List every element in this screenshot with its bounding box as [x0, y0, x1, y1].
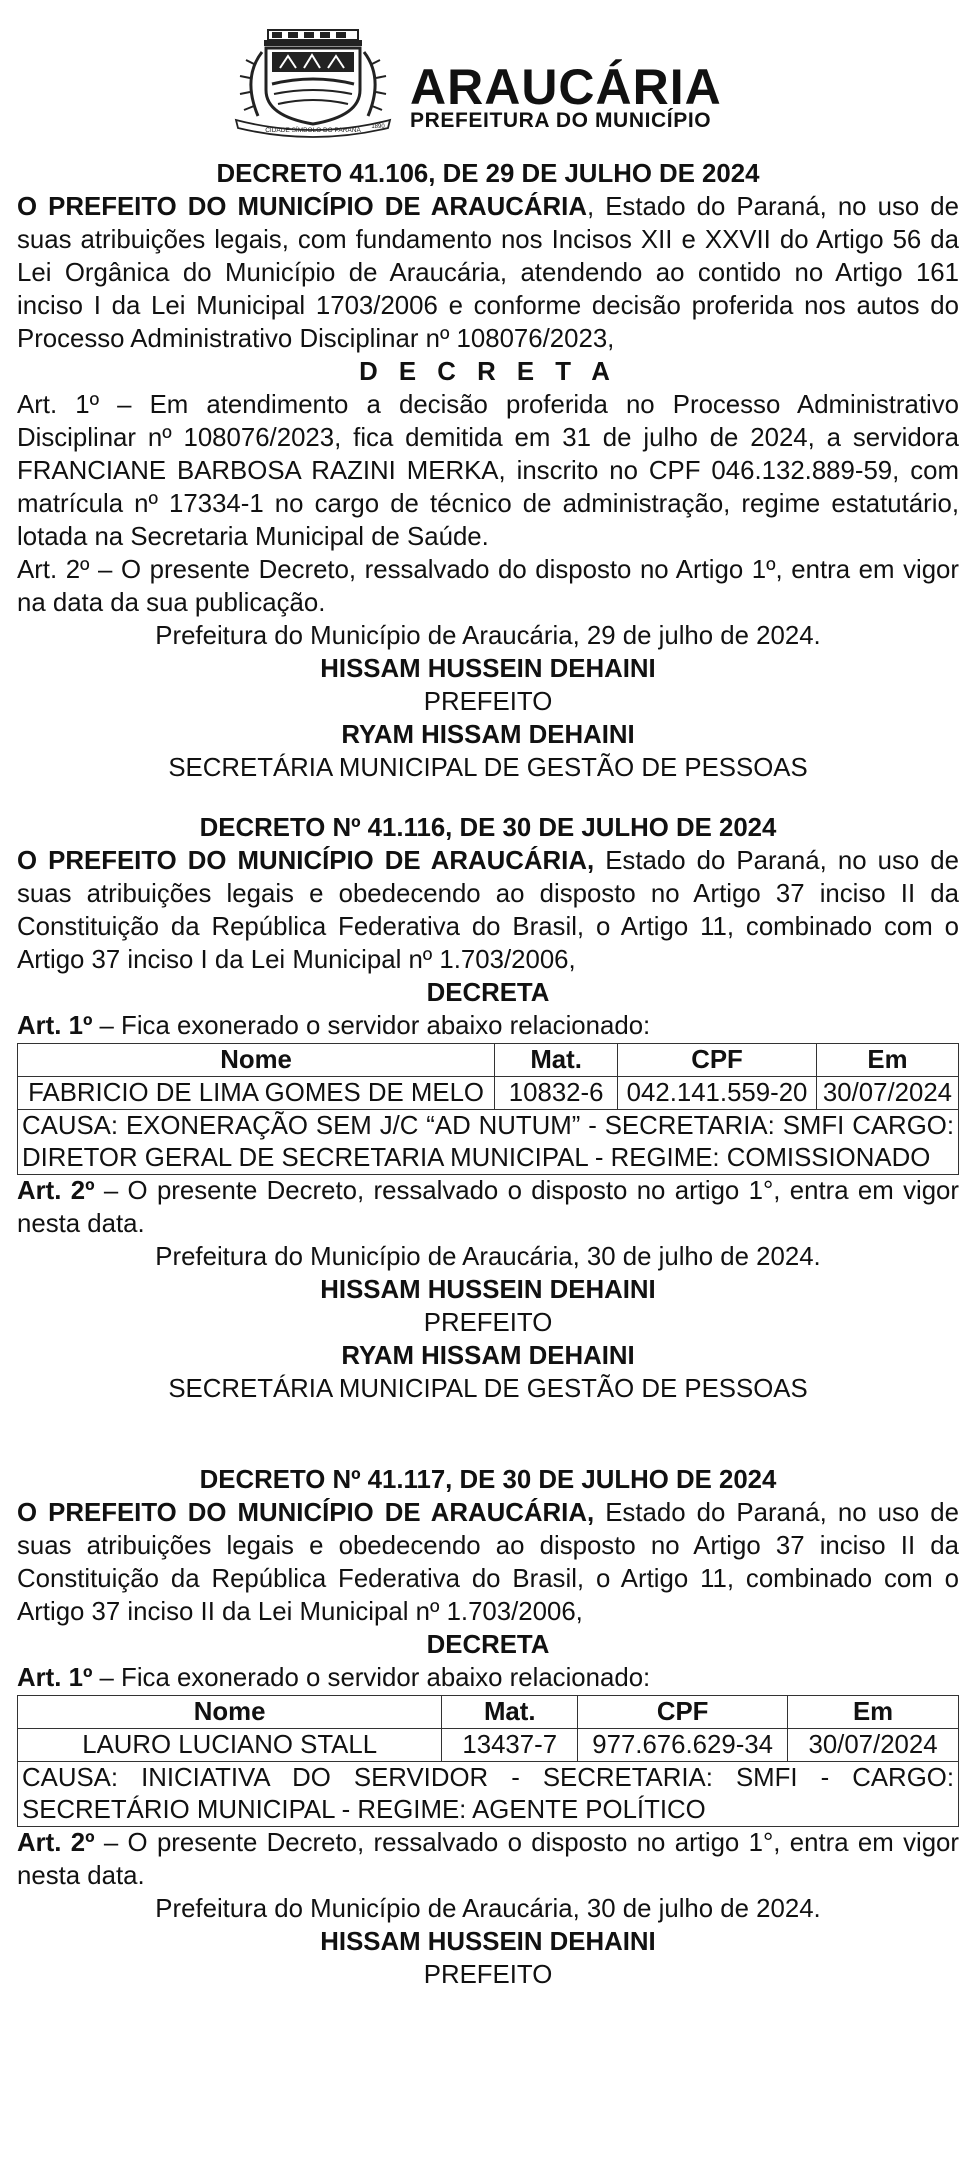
signer-role: PREFEITO	[423, 688, 553, 716]
preamble-lead: O PREFEITO DO MUNICÍPIO DE ARAUCÁRIA,	[17, 847, 595, 875]
signer-name: HISSAM HUSSEIN DEHAINI	[320, 1928, 656, 1956]
place-date: Prefeitura do Município de Araucária, 30 de julho de 2024.	[155, 1243, 821, 1271]
header	[0, 18, 976, 138]
decreta-heading: DECRETA	[426, 1631, 550, 1659]
decree-preamble	[17, 1497, 959, 1629]
table-cause-row	[18, 1762, 959, 1827]
decree-title: DECRETO Nº 41.116, DE 30 DE JULHO DE 2024	[199, 814, 777, 842]
decreta-heading: DECRETA	[426, 979, 550, 1007]
article-2	[17, 1175, 959, 1241]
cell-date: 30/07/2024	[816, 1077, 958, 1110]
article-text: – Fica exonerado o servidor abaixo relacionado:	[92, 1012, 651, 1040]
table-row	[18, 1729, 959, 1762]
decreta-heading: D E C R E T A	[359, 358, 617, 386]
column-header: CPF	[578, 1696, 788, 1729]
signer-role: PREFEITO	[423, 1961, 553, 1989]
cell-name: LAURO LUCIANO STALL	[18, 1729, 442, 1762]
cell-cpf: 977.676.629-34	[578, 1729, 788, 1762]
cell-cause: CAUSA: INICIATIVA DO SERVIDOR - SECRETARIA: SMFI - CARGO: SECRETÁRIO MUNICIPAL - REGIME: AGENTE POLÍTICO	[18, 1762, 959, 1827]
municipal-coat-of-arms-icon	[228, 28, 398, 140]
decree-41117	[17, 1464, 959, 1992]
article-text: – Fica exonerado o servidor abaixo relacionado:	[92, 1664, 651, 1692]
column-header: Mat.	[495, 1044, 618, 1077]
signer-role: SECRETÁRIA MUNICIPAL DE GESTÃO DE PESSOAS	[168, 754, 808, 782]
column-header: CPF	[618, 1044, 817, 1077]
table-header-row	[18, 1044, 959, 1077]
table-cause-row	[18, 1110, 959, 1175]
signer-role: SECRETÁRIA MUNICIPAL DE GESTÃO DE PESSOAS	[168, 1375, 808, 1403]
document-body	[17, 158, 959, 1992]
article-label: Art. 2º	[17, 1829, 95, 1857]
brand-title: ARAUCÁRIA	[410, 59, 722, 115]
seal-year: 1890	[371, 124, 385, 130]
article-label: Art. 1º	[17, 1664, 93, 1692]
column-header: Em	[816, 1044, 958, 1077]
article-label: Art. 2º	[17, 1177, 95, 1205]
decree-title: DECRETO Nº 41.117, DE 30 DE JULHO DE 2024	[199, 1466, 777, 1494]
column-header: Nome	[18, 1696, 442, 1729]
column-header: Nome	[18, 1044, 495, 1077]
article-1	[17, 1010, 959, 1043]
table-row	[18, 1077, 959, 1110]
signer-name: RYAM HISSAM DEHAINI	[341, 1342, 635, 1370]
signer-name: HISSAM HUSSEIN DEHAINI	[320, 655, 656, 683]
preamble-lead: O PREFEITO DO MUNICÍPIO DE ARAUCÁRIA	[17, 193, 587, 221]
decree-preamble	[17, 845, 959, 977]
place-date: Prefeitura do Município de Araucária, 29 de julho de 2024.	[155, 622, 821, 650]
decree-41106	[17, 158, 959, 785]
article-1: Art. 1º – Em atendimento a decisão proferida no Processo Administrativo Disciplinar nº 108076/2023, fica demitida em 31 de julho de 2024, a servidora FRANCIANE BARBOSA RAZINI MERKA, inscrito no CPF 046.132.889-59, com matrícula nº 17334-1 no cargo de técnico de administração, regime estatutário, lotada na Secretaria Municipal de Saúde.	[17, 391, 959, 551]
place-date: Prefeitura do Município de Araucária, 30 de julho de 2024.	[155, 1895, 821, 1923]
signer-role: PREFEITO	[423, 1309, 553, 1337]
cell-registration: 10832-6	[495, 1077, 618, 1110]
server-table	[17, 1695, 959, 1827]
article-2	[17, 1827, 959, 1893]
cell-cpf: 042.141.559-20	[618, 1077, 817, 1110]
server-table	[17, 1043, 959, 1175]
preamble-lead: O PREFEITO DO MUNICÍPIO DE ARAUCÁRIA,	[17, 1499, 595, 1527]
article-2: Art. 2º – O presente Decreto, ressalvado do disposto no Artigo 1º, entra em vigor na data da sua publicação.	[17, 556, 959, 617]
column-header: Em	[788, 1696, 959, 1729]
signer-name: RYAM HISSAM DEHAINI	[341, 721, 635, 749]
brand-subtitle: PREFEITURA DO MUNICÍPIO	[410, 109, 712, 132]
preamble-text: Estado do Paraná, no uso de suas atribuições legais e obedecendo ao disposto no Artigo 37 inciso II da Constituição da República Federativa do Brasil, o Artigo 11, combinado com o Artigo 37 inciso II da Lei Municipal nº 1.703/2006,	[17, 1499, 960, 1626]
column-header: Mat.	[442, 1696, 578, 1729]
seal-motto: CIDADE SÍMBOLO DO PARANÁ	[265, 127, 361, 134]
preamble-text: , Estado do Paraná, no uso de suas atribuições legais, com fundamento nos Incisos XII e XXVII do Artigo 56 da Lei Orgânica do Município de Araucária, atendendo ao contido no Artigo 161 inciso I da Lei Municipal 1703/2006 e conforme decisão proferida nos autos do Processo Administrativo Disciplinar nº 108076/2023,	[17, 193, 959, 353]
signer-name: HISSAM HUSSEIN DEHAINI	[320, 1276, 656, 1304]
decree-41116	[17, 812, 959, 1406]
brand	[410, 59, 722, 132]
cell-date: 30/07/2024	[788, 1729, 959, 1762]
preamble-text: Estado do Paraná, no uso de suas atribuições legais e obedecendo ao disposto no Artigo 37 inciso II da Constituição da República Federativa do Brasil, o Artigo 11, combinado com o Artigo 37 inciso I da Lei Municipal nº 1.703/2006,	[17, 847, 960, 974]
article-text: – O presente Decreto, ressalvado o disposto no artigo 1°, entra em vigor nesta data.	[17, 1177, 959, 1238]
table-header-row	[18, 1696, 959, 1729]
article-1	[17, 1662, 959, 1695]
article-label: Art. 1º	[17, 1012, 93, 1040]
decree-preamble	[17, 191, 959, 356]
cell-name: FABRICIO DE LIMA GOMES DE MELO	[18, 1077, 495, 1110]
spacer	[17, 785, 959, 812]
cell-cause: CAUSA: EXONERAÇÃO SEM J/C “AD NUTUM” - SECRETARIA: SMFI CARGO: DIRETOR GERAL DE SECRETARIA MUNICIPAL - REGIME: COMISSIONADO	[18, 1110, 959, 1175]
decree-title: DECRETO 41.106, DE 29 DE JULHO DE 2024	[216, 160, 760, 188]
cell-registration: 13437-7	[442, 1729, 578, 1762]
article-text: – O presente Decreto, ressalvado o disposto no artigo 1°, entra em vigor nesta data.	[17, 1829, 959, 1890]
spacer	[17, 1406, 959, 1464]
